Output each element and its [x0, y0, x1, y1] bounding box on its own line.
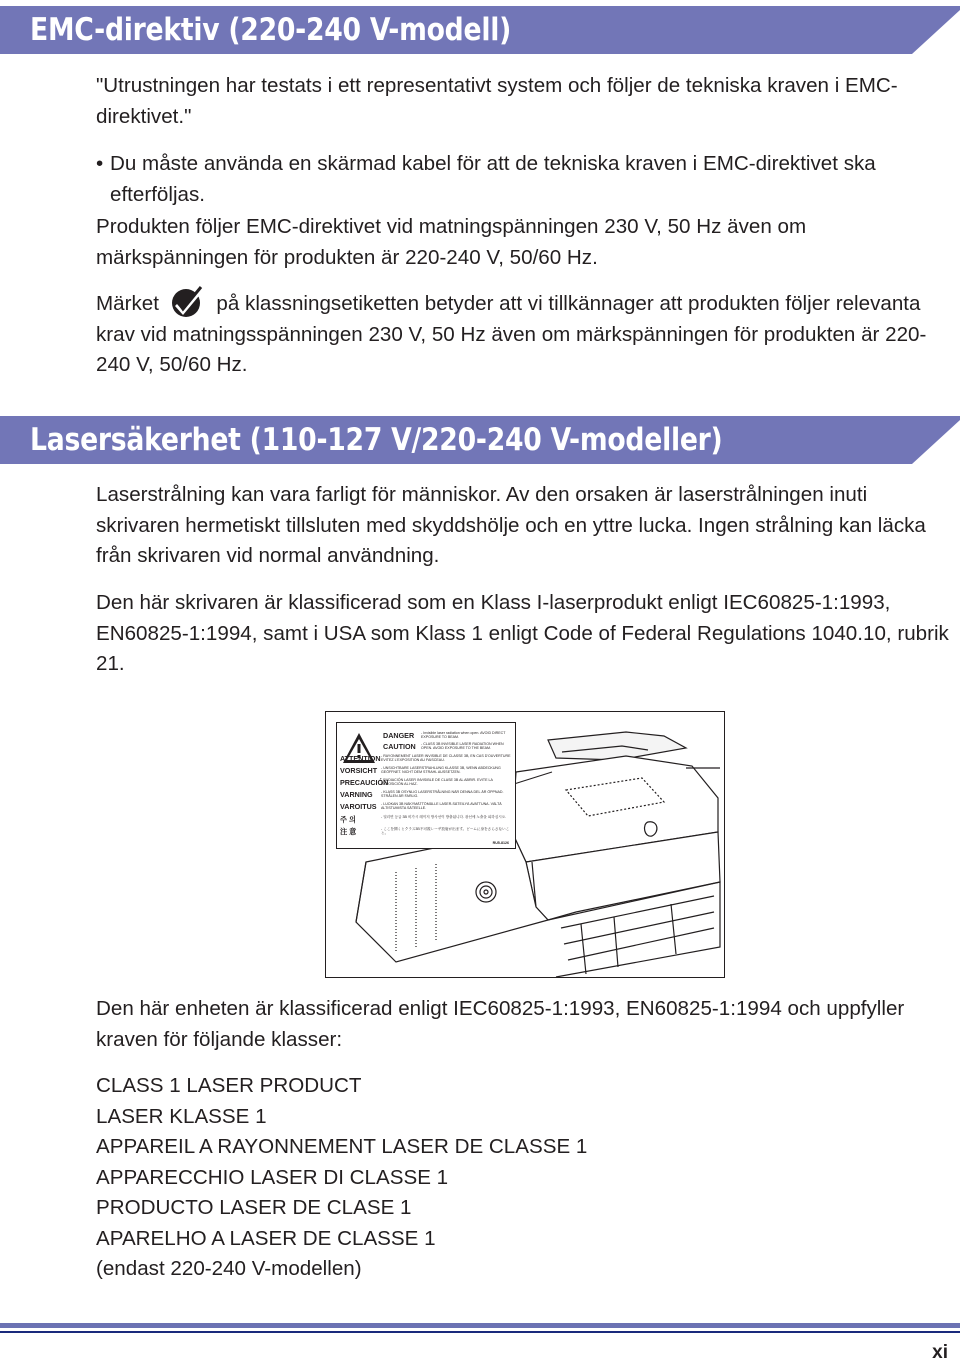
warning-word: 주 의: [340, 815, 356, 824]
warning-text: - RAYONNEMENT LASER INVISIBLE DE CLASSE 3B, EN CAS D'OUVERTURE EVITEZ L'EXPOSITION AU FAISCEAU.: [381, 754, 511, 762]
emc-bullet-text: Du måste använda en skärmad kabel för att de tekniska kraven i EMC-direktivet ska efterföljas.: [110, 152, 876, 206]
laser-class-item: APPAREIL A RAYONNEMENT LASER DE CLASSE 1: [96, 1135, 588, 1158]
laser-class-item: APARELHO A LASER DE CLASSE 1: [96, 1226, 436, 1250]
emc-mark-paragraph: [96, 289, 956, 381]
section-banner-emc: [0, 6, 960, 54]
emc-quote: "Utrustningen har testats i ett representativt system och följer de tekniska kraven i EMC-direktivet.": [96, 74, 898, 128]
warning-word: 注 意: [340, 827, 357, 836]
laser-radiation-paragraph: Laserstrålning kan vara farligt för människor. Av den orsaken är laserstrålningen inuti skrivaren hermetiskt tillsluten med skyddshölje och en yttre lucka. Ingen strålning kan läcka från skrivaren vid normal användning.: [96, 483, 926, 567]
warning-word: PRECAUCIÓN: [340, 778, 389, 787]
warning-word: VARNING: [340, 790, 373, 799]
warning-text: - Invisible laser radiation when open. AVOID DIRECT EXPOSURE TO BEAM.: [421, 731, 506, 739]
warning-word: DANGER: [383, 731, 415, 740]
section-heading-laser: Lasersäkerhet (110-127 V/220-240 V-modeller): [30, 422, 723, 458]
warning-text: - ここを開くとクラス3B不可視レーザ放射が出ます。ビームに身をさらさないこと。: [381, 827, 510, 835]
warning-word: VAROITUS: [340, 802, 377, 811]
footer-rule: [0, 1323, 960, 1328]
footer-rule-thin: [0, 1331, 960, 1333]
warning-text: - UNSICHTBARE LASERSTRAHLUNG KLASSE 3B, WENN ABDECKUNG GEÖFFNET. NICHT DEM STRAHL AUSSETZEN.: [381, 766, 501, 774]
warning-word: ATTENTION: [340, 754, 381, 763]
warning-word: VORSICHT: [340, 766, 378, 775]
laser-class-paragraph: Den här skrivaren är klassificerad som en Klass I-laserprodukt enligt IEC60825-1:1993, EN60825-1:1994, samt i USA som Klass 1 enligt Code of Federal Regulations 1040.10, rubrik 21.: [96, 591, 949, 675]
warning-text: - CLASS 3B INVISIBLE LASER RADIATION WHEN OPEN. AVOID EXPOSURE TO THE BEAM.: [421, 742, 504, 750]
bullet-icon: •: [96, 152, 104, 175]
warning-text: - LUOKAN 3B NÄKYMÄTTÖMÄLLE LASER-SÄTEILYÄ AVATTUNA. VÄLTÄ ALTISTUMISTA SÄTEELLE.: [381, 802, 502, 810]
section-heading-emc: EMC-direktiv (220-240 V-modell): [30, 12, 512, 48]
warning-text: - KLASS 3B OSYNLIG LASERSTRÅLNING NÄR DENNA DEL ÄR ÖPPNAD. STRÅLEN ÄR FARLIG.: [381, 790, 504, 798]
c-tick-mark-icon: [171, 285, 205, 319]
page-number: xi: [932, 1342, 948, 1363]
laser-unit-paragraph: Den här enheten är klassificerad enligt IEC60825-1:1993, EN60825-1:1994 och uppfyller kraven för följande klasser:: [96, 997, 905, 1051]
emc-bullet-item: [96, 149, 956, 210]
label-code: RU5-8126: [492, 841, 509, 845]
section-banner-laser: [0, 416, 960, 464]
mark-suffix: på klassningsetiketten betyder att vi tillkännager att produkten följer relevanta krav vid matningsspänningen 230 V, 50 Hz även om märkspänningen för produkten är 220-240 V, 50/60 Hz.: [96, 292, 927, 376]
warning-text: - RADIACIÓN LASER INVISIBLE DE CLASE 3B AL ABRIR. EVITE LA EXPOSICIÓN AL HAZ.: [381, 778, 493, 786]
laser-warning-label: [336, 722, 516, 849]
warning-text: - 열리면 등급 3B 비가시 레이저 방사선이 방출됩니다. 광선에 노출을 피하십시오.: [381, 815, 507, 819]
laser-class-item: (endast 220-240 V-modellen): [96, 1257, 362, 1280]
warning-word: CAUTION: [383, 742, 416, 751]
laser-class-item: PRODUCTO LASER DE CLASE 1: [96, 1196, 412, 1219]
emc-supply-paragraph: Produkten följer EMC-direktivet vid matningspänningen 230 V, 50 Hz även om märkspänningen för produkten är 220-240 V, 50/60 Hz.: [96, 215, 807, 269]
laser-class-item: LASER KLASSE 1: [96, 1104, 267, 1128]
mark-prefix: Märket: [96, 292, 159, 315]
laser-class-item: APPARECCHIO LASER DI CLASSE 1: [96, 1165, 449, 1189]
laser-class-item: CLASS 1 LASER PRODUCT: [96, 1074, 362, 1097]
printer-illustration: [325, 711, 725, 978]
